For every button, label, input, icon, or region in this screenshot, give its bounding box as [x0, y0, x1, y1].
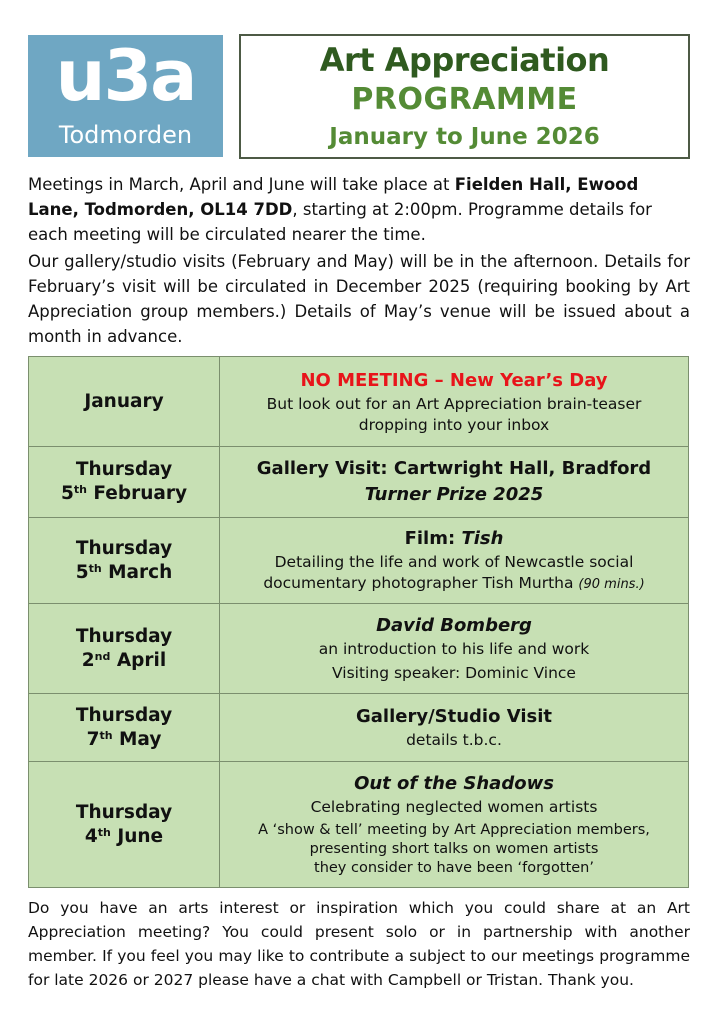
- event-title: Film: Tish: [404, 528, 504, 549]
- title-date-range: January to June 2026: [329, 124, 600, 150]
- event-cell: [220, 518, 689, 604]
- event-title: Out of the Shadows: [354, 773, 554, 794]
- logo-todmorden: Todmorden: [58, 121, 193, 149]
- footer-invitation: Do you have an arts interest or inspiration which you could share at an Art Appreciation meeting? You could present solo or in partnership with another member. If you feel you may like to contribute a subject to our meetings programme for late 2026 or 2027 please have a chat with Campbell or Tristan. Thank you.: [28, 899, 690, 989]
- event-title: Gallery/Studio Visit: [356, 706, 552, 727]
- event-cell: [220, 357, 689, 447]
- event-cell: [220, 604, 689, 694]
- event-description: But look out for an Art Appreciation brain-teaser dropping into your inbox: [266, 394, 642, 434]
- intro-text-a: Meetings in March, April and June will take place at: [28, 175, 455, 194]
- table-row: [29, 604, 689, 694]
- date-weekday: Thursday: [75, 625, 173, 647]
- date-cell: [29, 762, 220, 888]
- title-box: [239, 34, 690, 159]
- title-art-appreciation: Art Appreciation: [319, 41, 610, 79]
- event-note: A ‘show & tell’ meeting by Art Appreciation members,: [258, 822, 650, 838]
- event-subtitle: Turner Prize 2025: [364, 484, 544, 505]
- venue-address: Fielden Hall, Ewood Lane, Todmorden, OL14 7DD: [28, 175, 639, 219]
- table-row: [29, 357, 689, 447]
- event-description: Celebrating neglected women artists: [310, 798, 598, 816]
- event-description: an introduction to his life and work: [318, 640, 590, 658]
- date-weekday: Thursday: [75, 459, 173, 480]
- logo-u3a: u3a: [55, 35, 196, 117]
- date-cell: [29, 604, 220, 694]
- table-row: [29, 694, 689, 762]
- date-day-month: 5th February: [60, 483, 188, 504]
- programme-table: [28, 356, 689, 888]
- u3a-todmorden-logo: [28, 35, 223, 157]
- event-note: they consider to have been ‘forgotten’: [314, 860, 594, 876]
- date-cell: [29, 694, 220, 762]
- date-cell: [29, 447, 220, 518]
- date-cell: [29, 518, 220, 604]
- date-day-month: 5th March: [75, 561, 173, 583]
- event-cell: [220, 762, 689, 888]
- intro-venue-paragraph: [28, 172, 690, 247]
- date-cell: [29, 357, 220, 447]
- event-description: details t.b.c.: [406, 731, 502, 749]
- event-speaker: Visiting speaker: Dominic Vince: [332, 664, 576, 682]
- event-title: Gallery Visit: Cartwright Hall, Bradford: [256, 458, 652, 479]
- table-row: [29, 762, 689, 888]
- date-month: January: [84, 390, 164, 412]
- event-title: NO MEETING – New Year’s Day: [300, 369, 608, 391]
- event-description: Detailing the life and work of Newcastle social documentary photographer Tish Murtha (90 mins.): [263, 553, 645, 592]
- table-row: [29, 447, 689, 518]
- date-day-month: 4th June: [84, 825, 164, 847]
- table-row: [29, 518, 689, 604]
- date-weekday: Thursday: [75, 801, 173, 823]
- date-weekday: Thursday: [75, 704, 173, 726]
- event-note: presenting short talks on women artists: [309, 841, 599, 857]
- intro-visits-paragraph: Our gallery/studio visits (February and May) will be in the afternoon. Details for February’s visit will be circulated in December 2025 (requiring booking by Art Appreciation group members.) Details of May’s venue will be issued about a month in advance.: [28, 252, 690, 346]
- date-weekday: Thursday: [75, 537, 173, 559]
- event-cell: [220, 447, 689, 518]
- date-day-month: 7th May: [86, 728, 162, 750]
- intro-text-b: , starting at 2:00pm. Programme details for each meeting will be circulated nearer the time.: [28, 200, 652, 244]
- event-title: David Bomberg: [376, 615, 532, 636]
- date-day-month: 2nd April: [81, 649, 167, 671]
- event-cell: [220, 694, 689, 762]
- title-programme: PROGRAMME: [351, 82, 578, 117]
